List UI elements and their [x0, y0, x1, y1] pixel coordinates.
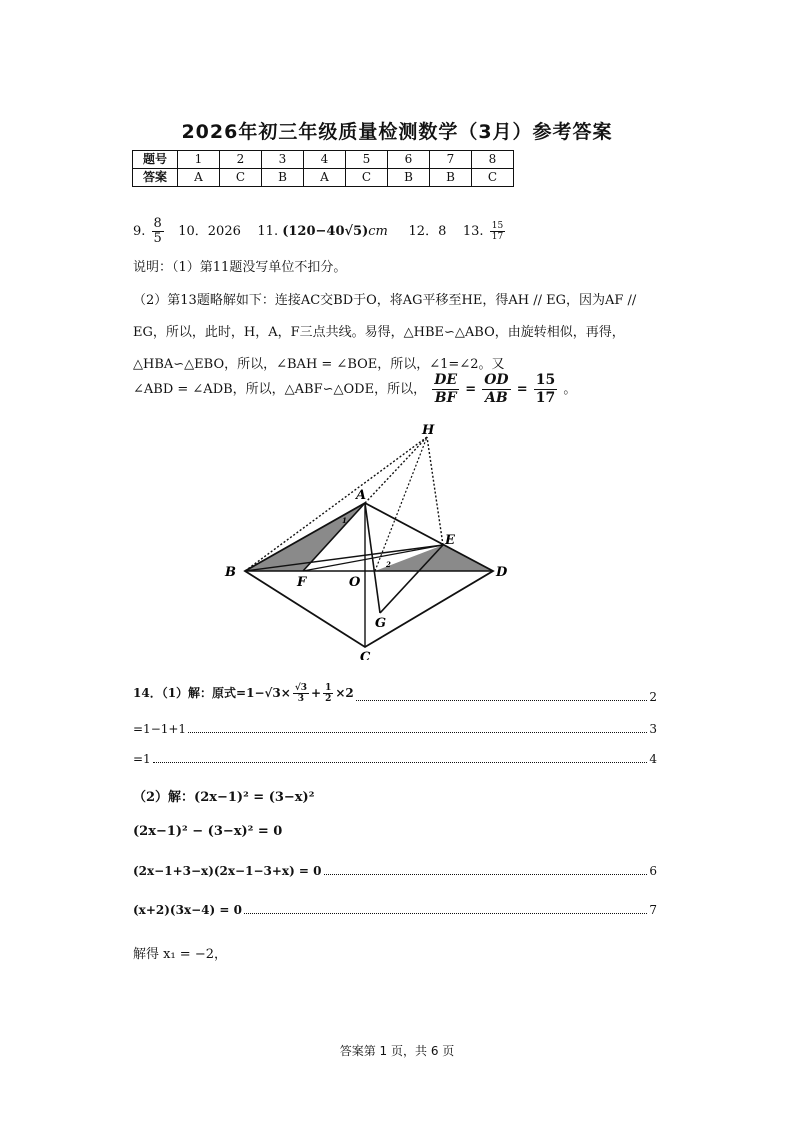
numerator: 1 [325, 683, 332, 693]
table-row [133, 169, 514, 187]
table-cell: B [262, 169, 304, 187]
numerator: DE [434, 372, 458, 388]
table-cell: 4 [304, 151, 346, 169]
table-cell: B [388, 169, 430, 187]
equation-text: (x+2)(3x−4) = 0 [133, 903, 242, 917]
score-mark: 7 [649, 903, 657, 917]
q14-part2-line3 [133, 903, 657, 917]
denominator: BF [434, 390, 457, 406]
q14-part1-lead [133, 683, 354, 704]
q13-label: 13. [462, 224, 484, 239]
q10-answer: 10．2026 [178, 224, 241, 239]
q14-part1-line3 [133, 752, 657, 766]
score-mark: 2 [649, 690, 657, 704]
q9-label: 9. [133, 224, 146, 239]
numerator: √3 [294, 683, 307, 693]
q14-part2-lead: （2）解：(2x−1)² = (3−x)² [133, 790, 315, 805]
dotted-leader [356, 700, 648, 701]
q14-part1-line1 [133, 683, 657, 704]
geometry-figure [215, 415, 525, 660]
period-mark: 。 [563, 382, 577, 397]
angle-2-label: 2 [386, 560, 391, 569]
note-2-line: （2）第13题略解如下：连接AC交BD于O，将AG平移至HE，得AH // EG，因为AF // [133, 293, 637, 308]
denominator: 17 [535, 390, 556, 406]
q13-denominator: 17 [491, 232, 504, 242]
q9-denominator: 5 [153, 231, 162, 246]
q13-fraction [490, 221, 505, 242]
label-h: H [422, 423, 435, 438]
page-footer: 答案第 1 页，共 6 页 [339, 1044, 455, 1058]
table-cell: 2 [220, 151, 262, 169]
label-c: C [360, 650, 371, 660]
page-title: 2026年初三年级质量检测数学（3月）参考答案 [181, 121, 613, 143]
note-2-conclusion [133, 372, 576, 407]
q9-numerator: 8 [153, 216, 162, 231]
label-f: F [297, 575, 307, 590]
table-cell: 7 [430, 151, 472, 169]
q14-part2-line1: (2x−1)² − (3−x)² = 0 [133, 824, 283, 839]
numerator: OD [484, 372, 509, 388]
dashed-eh [427, 437, 443, 545]
table-cell: 3 [262, 151, 304, 169]
table-row [133, 151, 514, 169]
table-answer-label: 答案 [133, 169, 178, 187]
score-mark: 6 [649, 864, 657, 878]
ratio-value [534, 372, 557, 407]
equation-text: (2x−1+3−x)(2x−1−3+x) = 0 [133, 864, 322, 878]
q9-fraction [152, 217, 164, 246]
answer-table [132, 150, 514, 187]
note-2 [133, 285, 678, 381]
q14-part2-line2 [133, 864, 657, 878]
q14-part2-solution: 解得 x₁ = −2， [133, 947, 227, 962]
label-o: O [349, 575, 361, 590]
equation-text: =1−1+1 [133, 722, 187, 736]
times-two: ×2 [335, 686, 354, 700]
plus-sign: + [311, 686, 322, 700]
shaded-triangle-ode [375, 545, 493, 571]
label-a: A [356, 488, 367, 503]
label-b: B [225, 565, 236, 580]
ratio-od-ab [482, 372, 510, 407]
table-cell: 1 [178, 151, 220, 169]
rhombus-abcd [245, 503, 493, 647]
note-1: 说明：（1）第11题没写单位不扣分。 [133, 260, 347, 275]
equation-text: =1 [133, 752, 151, 766]
denominator: AB [485, 390, 508, 406]
dotted-leader [324, 874, 648, 875]
fraction [323, 683, 333, 704]
table-cell: C [220, 169, 262, 187]
table-cell: C [472, 169, 514, 187]
note-2-line: △HBA∽△EBO，所以，∠BAH = ∠BOE，所以，∠1=∠2。又 [133, 357, 505, 372]
label-d: D [496, 565, 508, 580]
table-cell: A [178, 169, 220, 187]
label-g: G [375, 616, 387, 631]
dotted-leader [244, 913, 647, 914]
table-cell: A [304, 169, 346, 187]
q11-unit: cm [368, 224, 388, 239]
denominator: 2 [325, 694, 332, 704]
q11-expression: (120−40√5) [282, 224, 369, 239]
table-cell: 8 [472, 151, 514, 169]
dashed-ah [365, 437, 427, 503]
fill-blank-answers [133, 217, 507, 246]
numerator: 15 [535, 372, 556, 388]
ratio-de-bf [432, 372, 459, 407]
dotted-leader [188, 732, 647, 733]
table-cell: 5 [346, 151, 388, 169]
q13-numerator: 15 [491, 221, 504, 231]
q14-part1-line2 [133, 722, 657, 736]
table-header-label: 题号 [133, 151, 178, 169]
table-cell: B [430, 169, 472, 187]
note-2-line: ∠ABD = ∠ADB，所以，△ABF∽△ODE，所以， [133, 382, 427, 397]
q12-answer: 12．8 [408, 224, 447, 239]
score-mark: 3 [649, 722, 657, 736]
q11-label: 11. [257, 224, 279, 239]
label-e: E [445, 533, 455, 548]
equals-sign: = [516, 382, 528, 397]
note-2-line: EG，所以，此时，H，A，F三点共线。易得，△HBE∽△ABO，由旋转相似，再得， [133, 325, 625, 340]
equals-sign: = [465, 382, 477, 397]
expression: 14．（1）解：原式=1−√3× [133, 686, 291, 700]
table-cell: 6 [388, 151, 430, 169]
score-mark: 4 [649, 752, 657, 766]
angle-1-label: 1 [342, 516, 347, 525]
denominator: 3 [297, 694, 305, 704]
table-cell: C [346, 169, 388, 187]
dotted-leader [153, 762, 648, 763]
fraction [293, 683, 309, 704]
